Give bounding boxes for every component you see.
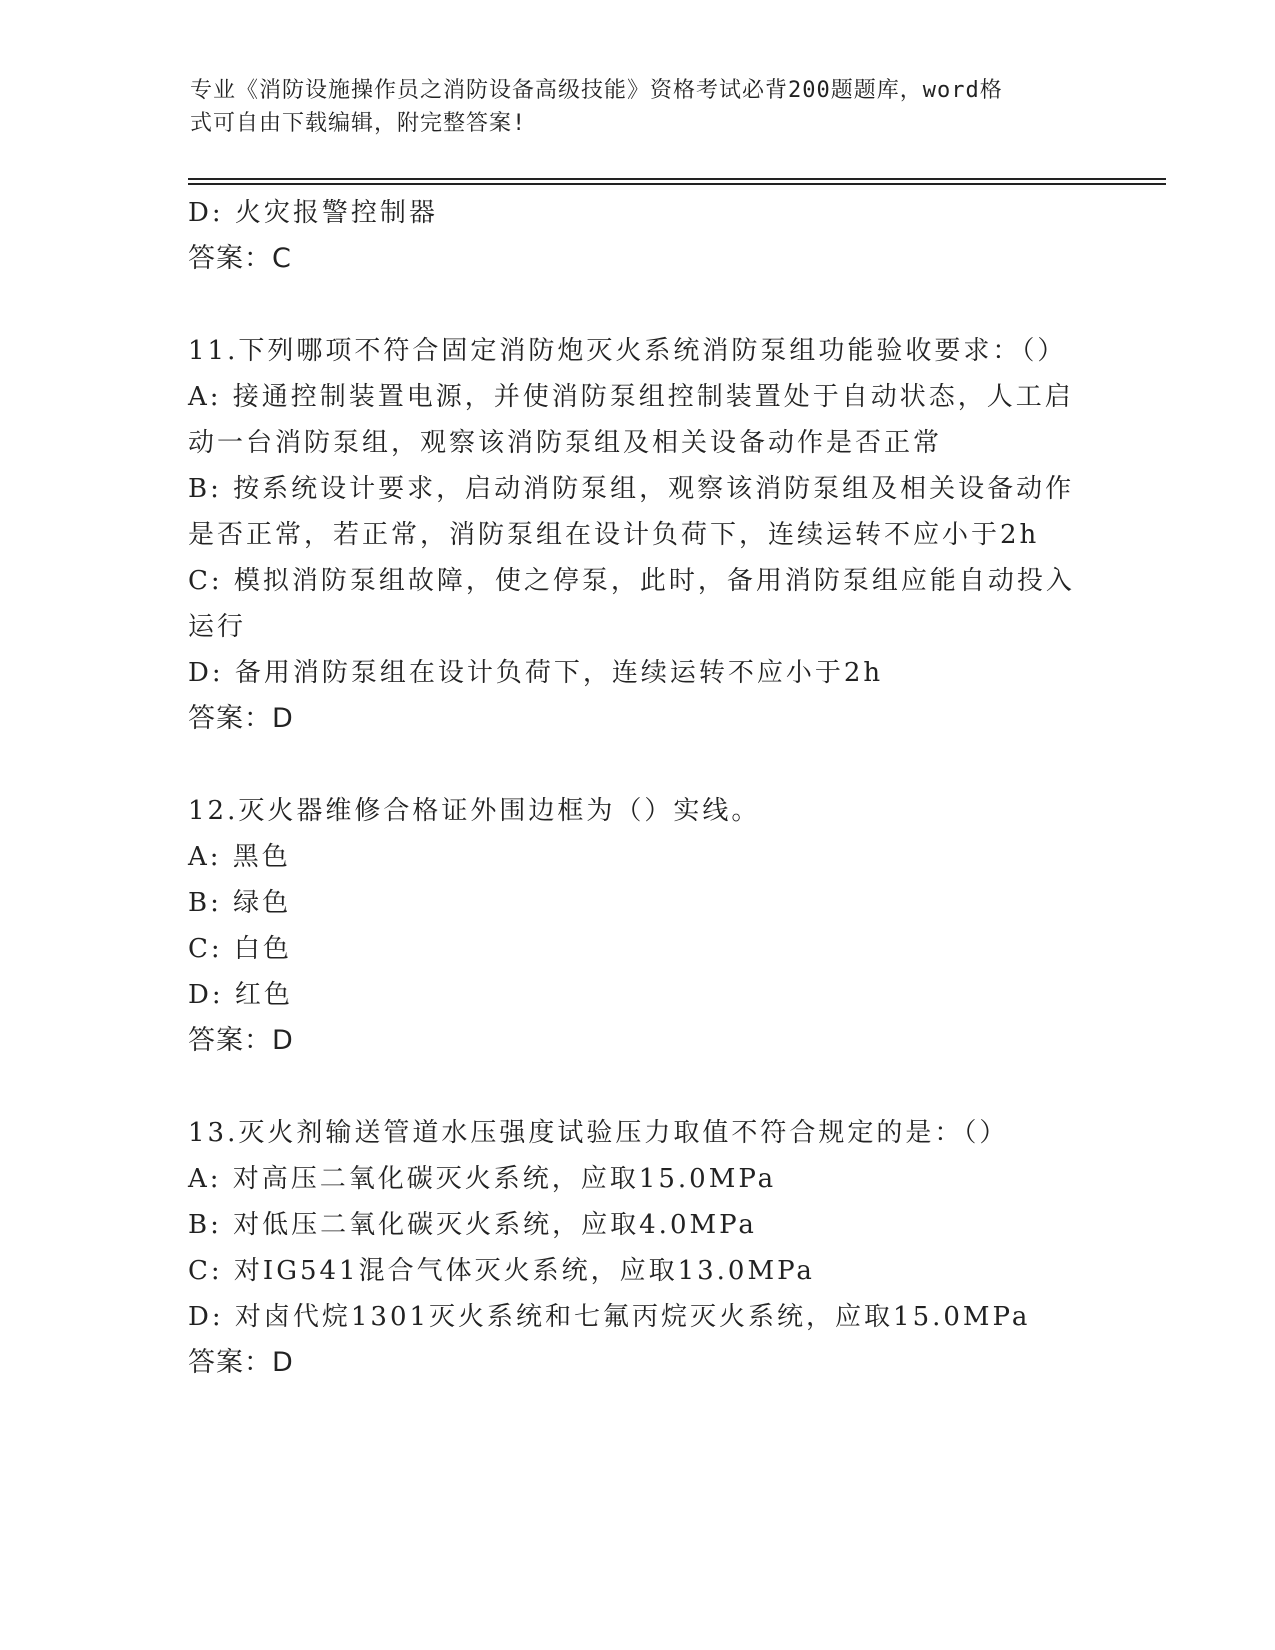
spacer <box>188 1064 1088 1110</box>
header-line-1: 专业《消防设施操作员之消防设备高级技能》资格考试必背200题题库，word格 <box>190 78 1003 103</box>
answer-line: 答案：D <box>188 1347 294 1378</box>
document-header <box>190 74 1080 140</box>
question-stem: 12.灭火器维修合格证外围边框为（）实线。 <box>188 796 761 826</box>
answer-line: 答案：C <box>188 243 292 274</box>
option-b: B: 绿色 <box>188 888 292 918</box>
option-b-continued: 是否正常，若正常，消防泵组在设计负荷下，连续运转不应小于2h <box>188 520 1040 550</box>
header-divider-top <box>188 178 1166 180</box>
option-d: D: 火灾报警控制器 <box>188 198 438 228</box>
question-11 <box>188 328 1088 742</box>
spacer <box>188 282 1088 328</box>
header-divider-bottom <box>188 183 1166 185</box>
option-c-continued: 运行 <box>188 612 247 642</box>
option-b: B: 按系统设计要求，启动消防泵组，观察该消防泵组及相关设备动作 <box>188 474 1075 504</box>
option-c: C: 白色 <box>188 934 292 964</box>
option-a: A: 对高压二氧化碳灭火系统，应取15.0MPa <box>188 1164 777 1194</box>
option-b: B: 对低压二氧化碳灭火系统，应取4.0MPa <box>188 1210 757 1240</box>
question-stem: 11.下列哪项不符合固定消防炮灭火系统消防泵组功能验收要求：（） <box>188 336 1067 366</box>
option-a-continued: 动一台消防泵组，观察该消防泵组及相关设备动作是否正常 <box>188 428 943 458</box>
header-line-2: 式可自由下载编辑，附完整答案! <box>190 111 527 136</box>
option-d: D: 红色 <box>188 980 293 1010</box>
question-stem: 13.灭火剂输送管道水压强度试验压力取值不符合规定的是：（） <box>188 1118 1009 1148</box>
question-13 <box>188 1110 1088 1386</box>
spacer <box>188 742 1088 788</box>
option-d: D: 备用消防泵组在设计负荷下，连续运转不应小于2h <box>188 658 884 688</box>
option-c: C: 模拟消防泵组故障，使之停泵，此时，备用消防泵组应能自动投入 <box>188 566 1075 596</box>
answer-line: 答案：D <box>188 1025 294 1056</box>
answer-line: 答案：D <box>188 703 294 734</box>
option-a: A: 黑色 <box>188 842 291 872</box>
question-list <box>188 190 1088 1386</box>
option-a: A: 接通控制装置电源，并使消防泵组控制装置处于自动状态，人工启 <box>188 382 1074 412</box>
question-12 <box>188 788 1088 1064</box>
previous-question-tail <box>188 190 1088 282</box>
option-d: D: 对卤代烷1301灭火系统和七氟丙烷灭火系统，应取15.0MPa <box>188 1302 1031 1332</box>
option-c: C: 对IG541混合气体灭火系统，应取13.0MPa <box>188 1256 815 1286</box>
